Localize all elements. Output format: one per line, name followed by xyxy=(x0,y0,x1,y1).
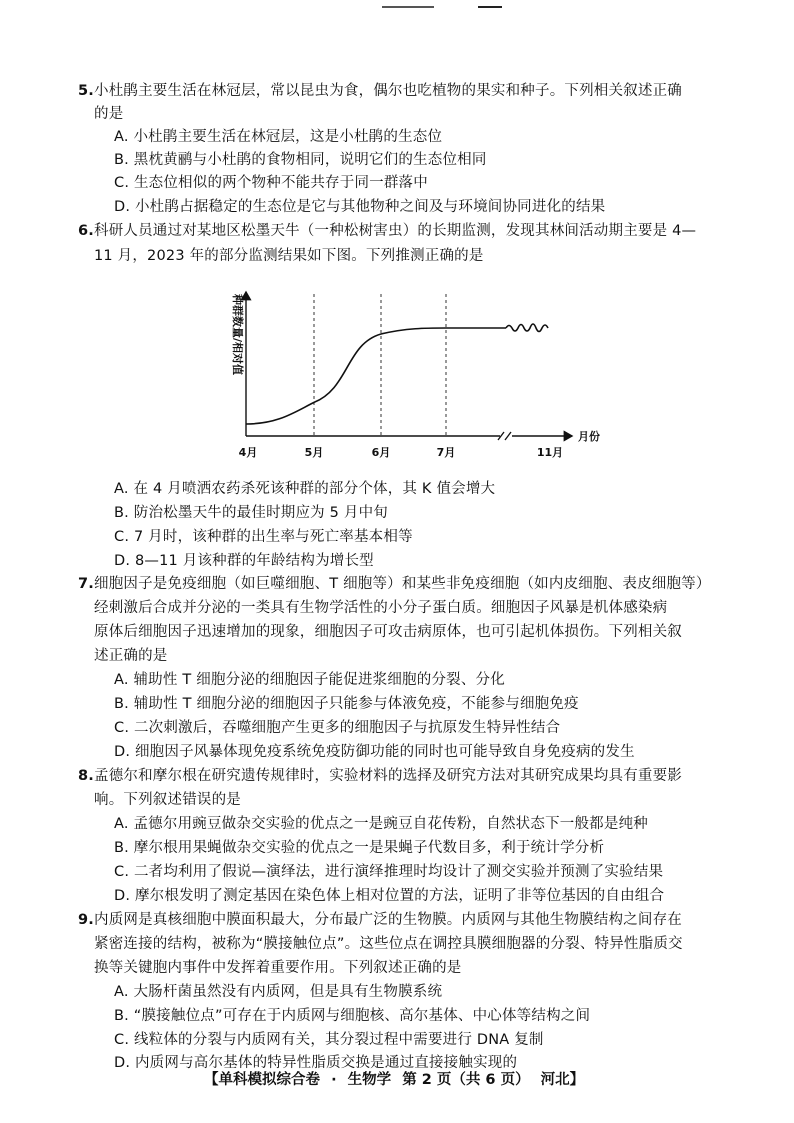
population-chart xyxy=(214,286,624,466)
q9-option-d[interactable]: D. 内质网与高尔基体的特异性脂质交换是通过直接接触实现的 xyxy=(114,1055,518,1071)
q7-number: 7. xyxy=(78,576,94,592)
page-footer xyxy=(204,1069,590,1091)
q5-stem-line-1 xyxy=(78,80,682,102)
q6-number: 6. xyxy=(78,223,94,239)
q9-stem-line-1 xyxy=(78,909,682,931)
q5-number: 5. xyxy=(78,83,94,99)
q8-number: 8. xyxy=(78,768,94,784)
top-dash-left xyxy=(382,6,434,8)
q6-option-b[interactable]: B. 防治松墨天牛的最佳时期应为 5 月中旬 xyxy=(114,505,389,521)
population-chart-svg xyxy=(214,286,624,466)
q9-option-c[interactable]: C. 线粒体的分裂与内质网有关，其分裂过程中需要进行 DNA 复制 xyxy=(114,1032,544,1048)
top-dash-right xyxy=(478,6,502,8)
q7-option-b[interactable]: B. 辅助性 T 细胞分泌的细胞因子只能参与体液免疫，不能参与细胞免疫 xyxy=(114,696,579,712)
q7-stem-line-4: 述正确的是 xyxy=(94,648,168,664)
q5-stem-text-1: 小杜鹃主要生活在林冠层，常以昆虫为食，偶尔也吃植物的果实和种子。下列相关叙述正确 xyxy=(94,83,682,99)
q8-option-c[interactable]: C. 二者均利用了假说—演绎法，进行演绎推理时均设计了测交实验并预测了实验结果 xyxy=(114,864,664,880)
q9-stem-line-2: 紧密连接的结构，被称为“膜接触位点”。这些位点在调控具膜细胞器的分裂、特异性脂质交 xyxy=(94,936,683,952)
axis-break-mark-2 xyxy=(505,432,511,440)
footer-dot: · xyxy=(331,1072,337,1088)
q7-option-c[interactable]: C. 二次刺激后，吞噬细胞产生更多的细胞因子与抗原发生特异性结合 xyxy=(114,720,561,736)
x-tick-label: 7月 xyxy=(436,446,456,459)
q9-stem-line-3: 换等关键胞内事件中发挥着重要作用。下列叙述正确的是 xyxy=(94,960,462,976)
q9-number: 9. xyxy=(78,912,94,928)
q5-option-b[interactable]: B. 黑枕黄鹂与小杜鹃的食物相同，说明它们的生态位相同 xyxy=(114,152,487,168)
x-tick-label: 5月 xyxy=(304,446,324,459)
q5-option-a[interactable]: A. 小杜鹃主要生活在林冠层，这是小杜鹃的生态位 xyxy=(114,129,443,145)
q9-option-b[interactable]: B. “膜接触位点”可存在于内质网与细胞核、高尔基体、中心体等结构之间 xyxy=(114,1008,591,1024)
footer-subject: 生物学 xyxy=(347,1072,392,1088)
footer-series: 【单科模拟综合卷 xyxy=(204,1072,320,1088)
footer-page: 第 2 页（共 6 页） xyxy=(402,1072,530,1088)
q6-stem-text-1: 科研人员通过对某地区松墨天牛（一种松树害虫）的长期监测，发现其林间活动期主要是 4— xyxy=(94,223,697,239)
q7-stem-line-3: 原体后细胞因子迅速增加的现象，细胞因子可攻击病原体，也可引起机体损伤。下列相关叙 xyxy=(94,624,682,640)
q7-stem-line-2: 经刺激后合成并分泌的一类具有生物学活性的小分子蛋白质。细胞因子风暴是机体感染病 xyxy=(94,600,668,616)
x-tick-label: 11月 xyxy=(536,446,564,459)
footer-region: 河北】 xyxy=(540,1072,585,1088)
x-tick-label: 6月 xyxy=(371,446,391,459)
q6-stem-line-1 xyxy=(78,220,696,242)
q8-stem-text-1: 孟德尔和摩尔根在研究遗传规律时，实验材料的选择及研究方法对其研究成果均具有重要影 xyxy=(94,768,682,784)
q6-stem-line-2: 11 月，2023 年的部分监测结果如下图。下列推测正确的是 xyxy=(94,248,484,264)
q7-option-a[interactable]: A. 辅助性 T 细胞分泌的细胞因子能促进浆细胞的分裂、分化 xyxy=(114,672,505,688)
q7-stem-line-1 xyxy=(78,573,711,595)
q8-option-a[interactable]: A. 孟德尔用豌豆做杂交实验的优点之一是豌豆自花传粉，自然状态下一般都是纯种 xyxy=(114,816,648,832)
q7-stem-text-1: 细胞因子是免疫细胞（如巨噬细胞、T 细胞等）和某些非免疫细胞（如内皮细胞、表皮细胞等） xyxy=(94,576,711,592)
q7-option-d[interactable]: D. 细胞因子风暴体现免疫系统免疫防御功能的同时也可能导致自身免疫病的发生 xyxy=(114,744,635,760)
page-top-mark xyxy=(382,0,502,14)
q6-option-c[interactable]: C. 7 月时，该种群的出生率与死亡率基本相等 xyxy=(114,529,413,545)
q8-stem-line-1 xyxy=(78,765,682,787)
x-tick-label: 4月 xyxy=(238,446,258,459)
q5-option-c[interactable]: C. 生态位相似的两个物种不能共存于同一群落中 xyxy=(114,175,428,191)
q9-stem-text-1: 内质网是真核细胞中膜面积最大，分布最广泛的生物膜。内质网与其他生物膜结构之间存在 xyxy=(94,912,682,928)
series-line-fluctuation xyxy=(506,324,548,332)
q6-option-a[interactable]: A. 在 4 月喷洒农药杀死该种群的部分个体，其 K 值会增大 xyxy=(114,481,496,497)
q5-stem-line-2: 的是 xyxy=(94,106,124,122)
x-axis-label: 月份 xyxy=(578,430,600,443)
q6-option-d[interactable]: D. 8—11 月该种群的年龄结构为增长型 xyxy=(114,553,374,569)
q8-option-d[interactable]: D. 摩尔根发明了测定基因在染色体上相对位置的方法，证明了非等位基因的自由组合 xyxy=(114,888,665,904)
q5-option-d[interactable]: D. 小杜鹃占据稳定的生态位是它与其他物种之间及与环境间协同进化的结果 xyxy=(114,199,606,215)
series-line-growth xyxy=(246,328,506,424)
q8-stem-line-2: 响。下列叙述错误的是 xyxy=(94,792,241,808)
q8-option-b[interactable]: B. 摩尔根用果蝇做杂交实验的优点之一是果蝇子代数目多，利于统计学分析 xyxy=(114,840,605,856)
y-axis-label: 种群数量/相对值 xyxy=(231,294,244,376)
q9-option-a[interactable]: A. 大肠杆菌虽然没有内质网，但是具有生物膜系统 xyxy=(114,984,443,1000)
